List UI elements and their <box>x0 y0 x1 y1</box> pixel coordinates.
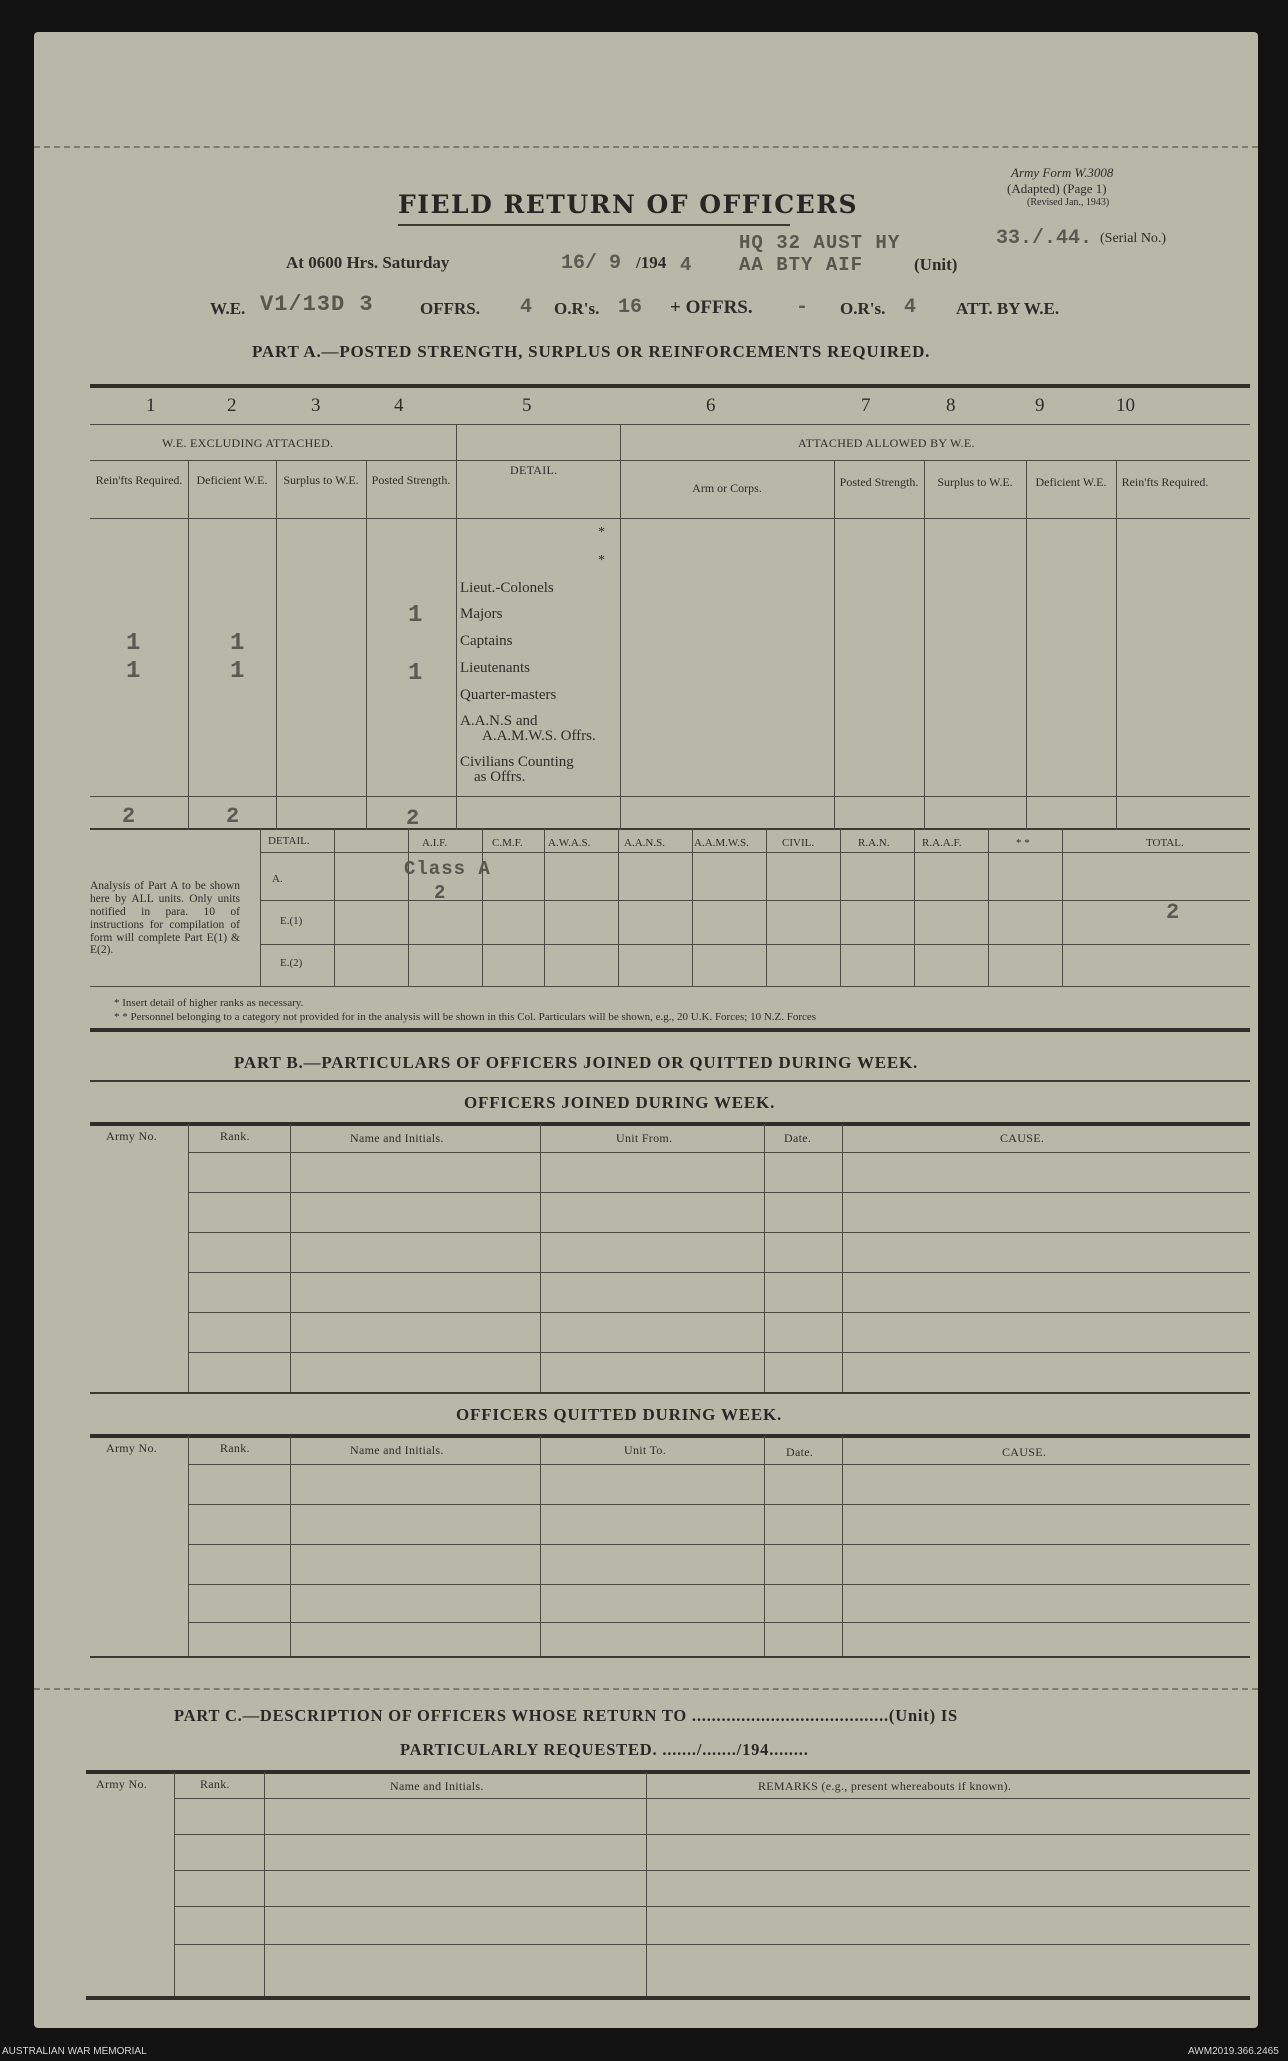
v-line <box>842 1436 843 1656</box>
quitted-row-rule <box>188 1544 1250 1545</box>
analysis-row-e2: E.(2) <box>280 957 303 969</box>
perforation-top <box>34 146 1258 148</box>
analysis-row-a: A. <box>272 873 283 885</box>
joined-col-date: Date. <box>784 1131 812 1145</box>
part-c-col-remarks: REMARKS (e.g., present whereabouts if known). <box>758 1779 1012 1793</box>
adapted-ref: (Adapted) (Page 1) <box>1007 181 1107 196</box>
quitted-col-army-no: Army No. <box>106 1441 158 1455</box>
analysis-top-rule <box>90 828 1250 830</box>
v-line <box>174 1772 175 1998</box>
we-value: V1/13D 3 <box>260 292 374 317</box>
analysis-col-total: TOTAL. <box>1146 837 1184 849</box>
part-a-top-rule <box>90 384 1250 388</box>
left-subheader-deficient: Deficient W.E. <box>196 473 268 487</box>
footnote-higher-ranks: * Insert detail of higher ranks as necessary. <box>114 997 304 1009</box>
part-c-line-1: PART C.—DESCRIPTION OF OFFICERS WHOSE RETURN TO ........................................(Unit) IS <box>174 1706 959 1725</box>
col-number: 7 <box>861 395 871 416</box>
v-line <box>620 424 621 830</box>
group-header-rule <box>90 460 1250 461</box>
rank-civilians-line2: as Offrs. <box>474 769 526 785</box>
unit-label: (Unit) <box>914 255 958 274</box>
rank-captains: Captains <box>460 633 513 649</box>
analysis-col-cmf: C.M.F. <box>492 837 523 849</box>
col-number: 4 <box>394 395 404 416</box>
revised-ref: (Revised Jan., 1943) <box>1027 197 1110 208</box>
analysis-col-awas: A.W.A.S. <box>548 837 591 849</box>
joined-col-name: Name and Initials. <box>350 1131 444 1145</box>
time-label: At 0600 Hrs. Saturday <box>286 253 450 272</box>
joined-row-rule <box>188 1152 1250 1153</box>
part-c-col-rank: Rank. <box>200 1777 230 1791</box>
form-title: FIELD RETURN OF OFFICERS <box>398 190 859 219</box>
col-number: 9 <box>1035 395 1045 416</box>
ors2-value: 4 <box>904 296 917 319</box>
v-line <box>188 460 189 830</box>
subheader-rule <box>90 518 1250 519</box>
we-label: W.E. <box>210 299 246 318</box>
rank-aans-line2: A.A.M.W.S. Offrs. <box>482 728 596 744</box>
lieut-reinf: 1 <box>126 658 141 685</box>
joined-bottom-rule <box>90 1392 1250 1394</box>
col-number: 3 <box>311 395 321 416</box>
part-b-heading: PART B.—PARTICULARS OF OFFICERS JOINED OR QUITTED DURING WEEK. <box>234 1053 919 1072</box>
analysis-row-rule <box>260 900 1250 901</box>
quitted-bottom-rule <box>90 1656 1250 1658</box>
part-c-row-rule <box>174 1906 1250 1907</box>
rank-majors: Majors <box>460 606 503 622</box>
totals-rule <box>90 796 1250 797</box>
v-line <box>924 460 925 830</box>
joined-row-rule <box>188 1272 1250 1273</box>
year-digit: 4 <box>680 254 692 276</box>
quitted-row-rule <box>188 1464 1250 1465</box>
total-reinf: 2 <box>122 804 136 829</box>
col-number: 10 <box>1116 395 1135 416</box>
joined-heading: OFFICERS JOINED DURING WEEK. <box>464 1093 776 1112</box>
part-c-row-rule <box>174 1798 1250 1799</box>
col-number: 5 <box>522 395 532 416</box>
v-line <box>366 460 367 830</box>
left-subheader-surplus: Surplus to W.E. <box>283 473 359 487</box>
v-line <box>276 460 277 830</box>
footer-credit: AUSTRALIAN WAR MEMORIAL <box>2 2046 147 2057</box>
quitted-col-name: Name and Initials. <box>350 1443 444 1457</box>
joined-col-unit-from: Unit From. <box>616 1131 673 1145</box>
col-number: 6 <box>706 395 716 416</box>
right-subheader-deficient: Deficient W.E. <box>1035 475 1107 489</box>
col-number: 2 <box>227 395 237 416</box>
v-line <box>646 1772 647 1998</box>
part-a-heading: PART A.—POSTED STRENGTH, SURPLUS OR REINFORCEMENTS REQUIRED. <box>252 342 931 361</box>
v-line <box>1026 460 1027 830</box>
analysis-col-other: * * <box>1016 837 1030 849</box>
total-posted: 2 <box>406 806 420 831</box>
joined-row-rule <box>188 1232 1250 1233</box>
majors-posted: 1 <box>408 602 423 629</box>
col-number-rule <box>90 424 1250 425</box>
analysis-bottom-rule <box>90 986 1250 987</box>
part-c-line-2: PARTICULARLY REQUESTED. ......./......./194........ <box>400 1740 809 1759</box>
captains-deficient: 1 <box>230 630 245 657</box>
lieut-deficient: 1 <box>230 658 245 685</box>
detail-header: DETAIL. <box>510 463 558 477</box>
v-line <box>264 1772 265 1998</box>
joined-col-cause: CAUSE. <box>1000 1131 1045 1145</box>
group-left-header: W.E. EXCLUDING ATTACHED. <box>162 436 334 450</box>
perforation-bottom <box>34 1688 1258 1690</box>
rank-lieut-colonels: Lieut.-Colonels <box>460 580 554 596</box>
analysis-row-e1: E.(1) <box>280 915 303 927</box>
offrs-label: OFFRS. <box>420 299 480 318</box>
analysis-detail-header: DETAIL. <box>268 835 310 847</box>
analysis-col-ran: R.A.N. <box>858 837 890 849</box>
part-c-top-rule <box>86 1770 1250 1774</box>
joined-top-rule <box>90 1122 1250 1126</box>
total-deficient: 2 <box>226 804 240 829</box>
army-form-ref: Army Form W.3008 <box>1011 165 1114 180</box>
offrs-value: 4 <box>520 296 533 319</box>
plus-offrs-label: + OFFRS. <box>670 297 753 318</box>
quitted-row-rule <box>188 1584 1250 1585</box>
aif-count: 2 <box>434 882 447 904</box>
analysis-note: Analysis of Part A to be shown here by ALL units. Only units notified in para. 10 of instructions for compilation of form will complete Part E(1) & E(2). <box>90 880 240 957</box>
footer-accession: AWM2019.366.2465 <box>1188 2046 1279 2057</box>
v-line <box>1116 460 1117 830</box>
analysis-col-civil: CIVIL. <box>782 837 815 849</box>
part-c-row-rule <box>174 1834 1250 1835</box>
quitted-row-rule <box>188 1504 1250 1505</box>
quitted-col-unit-to: Unit To. <box>624 1443 667 1457</box>
quitted-col-date: Date. <box>786 1445 814 1459</box>
att-label: ATT. BY W.E. <box>956 299 1060 318</box>
col-number: 1 <box>146 395 156 416</box>
part-b-rule <box>90 1080 1250 1082</box>
ors2-label: O.R's. <box>840 299 886 318</box>
part-c-col-name: Name and Initials. <box>390 1779 484 1793</box>
footnote-other-category: * * Personnel belonging to a category not provided for in the analysis will be shown in this Col. Particulars will be shown, e.g., 20 U.K. Forces; 10 N.Z. Forces <box>114 1011 817 1023</box>
quitted-col-rank: Rank. <box>220 1441 250 1455</box>
rank-aans-line1: A.A.N.S and <box>460 713 538 729</box>
date-value: 16/ 9 <box>561 252 622 275</box>
form-sheet <box>34 32 1258 2028</box>
joined-row-rule <box>188 1312 1250 1313</box>
quitted-col-cause: CAUSE. <box>1002 1445 1047 1459</box>
v-line <box>764 1436 765 1656</box>
serial-value: 33./.44. <box>996 227 1093 250</box>
part-a-bottom-rule <box>90 1028 1250 1032</box>
group-right-header: ATTACHED ALLOWED BY W.E. <box>798 436 975 450</box>
analysis-col-raaf: R.A.A.F. <box>922 837 962 849</box>
analysis-row-rule <box>260 944 1250 945</box>
joined-col-army-no: Army No. <box>106 1129 158 1143</box>
part-c-bottom-rule <box>86 1996 1250 2000</box>
part-c-col-army-no: Army No. <box>96 1777 148 1791</box>
year-prefix: /194 <box>636 253 667 272</box>
part-c-row-rule <box>174 1944 1250 1945</box>
analysis-col-aif: A.I.F. <box>422 837 448 849</box>
analysis-col-aans: A.A.N.S. <box>624 837 665 849</box>
analysis-col-aamws: A.A.M.W.S. <box>694 837 749 849</box>
quitted-heading: OFFICERS QUITTED DURING WEEK. <box>456 1405 783 1424</box>
captains-reinf: 1 <box>126 630 141 657</box>
quitted-top-rule <box>90 1434 1250 1438</box>
col-number: 8 <box>946 395 956 416</box>
right-subheader-posted: Posted Strength. <box>839 475 919 489</box>
v-line <box>290 1436 291 1656</box>
analysis-total: 2 <box>1166 900 1180 925</box>
part-c-row-rule <box>174 1870 1250 1871</box>
aif-class-a: Class A <box>404 858 491 880</box>
right-subheader-arm: Arm or Corps. <box>692 481 762 495</box>
v-line <box>456 424 457 830</box>
left-subheader-posted: Posted Strength. <box>371 473 451 487</box>
rank-quartermasters: Quarter-masters <box>460 687 557 703</box>
unit-line-2: AA BTY AIF <box>739 254 864 276</box>
left-subheader-reinf: Rein'fts Required. <box>95 473 183 487</box>
joined-row-rule <box>188 1352 1250 1353</box>
right-subheader-surplus: Surplus to W.E. <box>937 475 1013 489</box>
unit-line-1: HQ 32 AUST HY <box>739 232 901 254</box>
joined-col-rank: Rank. <box>220 1129 250 1143</box>
joined-row-rule <box>188 1192 1250 1193</box>
v-line <box>188 1436 189 1656</box>
plus-offrs-value: - <box>796 296 809 319</box>
v-line <box>540 1436 541 1656</box>
analysis-header-rule <box>260 852 1250 853</box>
asterisk-mark: * <box>598 525 605 540</box>
right-subheader-reinf: Rein'fts Required. <box>1121 475 1209 489</box>
rank-lieutenants: Lieutenants <box>460 660 530 676</box>
quitted-row-rule <box>188 1622 1250 1623</box>
rank-civilians-line1: Civilians Counting <box>460 754 574 770</box>
asterisk-mark: * <box>598 553 605 568</box>
lieut-posted: 1 <box>408 660 423 687</box>
ors-value: 16 <box>618 296 643 319</box>
serial-label: (Serial No.) <box>1100 231 1167 246</box>
title-underline <box>398 224 790 226</box>
v-line <box>834 460 835 830</box>
ors-label: O.R's. <box>554 299 600 318</box>
